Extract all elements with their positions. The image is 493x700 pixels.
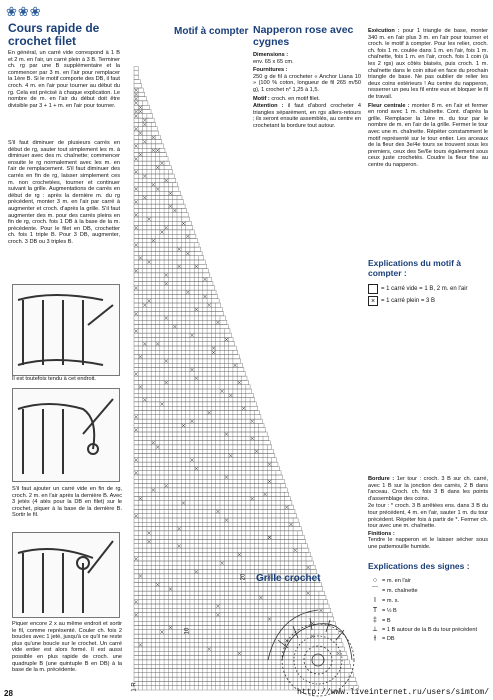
single-crochet-icon: I [374, 597, 376, 604]
sign-slip [368, 586, 490, 596]
sign-tr [368, 634, 490, 644]
sign-chain-label: = m. en l'air [382, 578, 411, 584]
execution-label: Exécution : [368, 28, 400, 34]
half-double-icon: T [372, 607, 378, 614]
right-column [362, 0, 493, 700]
caption-3: Piquer encore 2 x au même endroit et sortir le fil, comme représenté. Couler ch. fois 2 boucles avec 1 jeté, jusqu'à ce qu'il ne reste plus qu'une boucle sur le crochet. Un carré vide entier est alors formé. Il est aussi possible en plus rapide de croch. une quadruple B (une quintuple B en DB) à la base de la m. précédente. [12, 621, 122, 674]
legend-full [368, 296, 488, 306]
axis-label-20: 20 [240, 573, 247, 581]
chart-legend [368, 258, 488, 308]
napperon-block [253, 24, 361, 130]
sign-dc-label: = B [382, 618, 391, 624]
sign-chain [368, 576, 490, 586]
yarn-over-illustration-icon [13, 389, 119, 481]
crochet-figure-1 [12, 284, 120, 376]
signs-legend [368, 560, 490, 644]
legend-title: Explications du motif à compter : [368, 258, 462, 278]
attention-label: Attention : [253, 103, 284, 110]
caption-1: Il est toutefois tendu à cet endroit. [12, 376, 96, 382]
flower-crochet-diagram [248, 590, 358, 700]
filled-square-icon: × [368, 296, 378, 306]
post-stitch-icon: ⟂ [372, 626, 378, 633]
execution-paragraph [368, 28, 488, 101]
left-column [0, 0, 127, 700]
finish-text: Tendre le napperon et le laisser sécher sous une pattemouille humide. [368, 537, 488, 550]
sign-post-label: = 1 B autour de la B du tour précédent [382, 627, 478, 633]
sign-hdc-label: = ½ B [382, 608, 397, 614]
motif-value: croch. en motif filet. [271, 95, 320, 102]
double-crochet-icon: ‡ [373, 617, 377, 624]
border-text: 1er tour : croch. 3 B sur ch. carré, avec 1 B sur la jonction des carrés, 2 B dans l'arceau. Croch. ch. fois 3 B dans les points d'assemblage des coins. [368, 476, 489, 502]
flower-paragraph [368, 103, 488, 169]
sign-sc-label: = m. s. [382, 598, 399, 604]
supplies-label: Fournitures : [253, 67, 288, 74]
crochet-course-title: Cours rapide de crochet filet [8, 21, 100, 48]
sign-tr-label: = DB [382, 636, 395, 642]
motif-label: Motif : [253, 95, 270, 102]
border-round2: 2e tour : * croch. 3 B arrêtées ens. dans 3 B du tour précédent, 4 m. en l'air, sauter 1 m. du tour précédent. Répéter fois à partir de *. Fermer ch. tour avec une m. chaînette. [368, 503, 488, 530]
legend-empty-label: = 1 carré vide = 1 B, 2 m. en l'air [381, 286, 468, 292]
signs-title: Explications des signes : [368, 561, 470, 571]
execution-text: pour 1 triangle de base, monter 340 m. en l'air plus 3 m. en l'air pour tourner et croch. le motif à compter. Pour les relier, croch. ch. fois 1 m. coulée dans 1 m. en l'air, fois 1 m. chaînette, fois 1 m. en l'air, croch. fois 1 coin (à les 2 rgs) aux côtés biaisés, puis croch. 1 m. chaînette dans le coin situé en face du prochain triangle de base. Ne pas oublier de relier les deux coins extérieurs ! Au centre du napperon, resserrer un peu les fil entre eux et bloquer le fil de travail. [368, 28, 488, 100]
axis-label-10: 10 [184, 627, 191, 635]
flower-text: monter 8 m. en l'air et fermer en rond avec 1 m. chaînette. Cont. d'après la grille. Remplacer la 1ère m. du tour par le nombre de m. en l'air de la grille. Fermer le tour avec une m. chaînette. Répéter constamment le motif représenté sur le tour entier. Les arceaux de la fleur des 3e/4e tours se trouvent sous les premiers, ceux des 5e/6e tours également sous ceux juste crochetés. Coudre la fleur fine au centre du napperon. [368, 102, 488, 168]
intro-paragraph: En général, un carré vide correspond à 1 B et 2 m. en l'air, un carré plein à 3 B. Terminer ch. rg par une B supplémentaire et la commencer par 3 m. en l'air pour remplacer la 1ère B. Si le motif comporte des DB, il faut croch. 4 m. en l'air pour tourner au début du rg. Cela est précisé à chaque explication. Le nombre de m. en l'air du début doit être divisible par 3 + 1 + m. en l'air pour tourner. [8, 50, 120, 109]
finish-label: Finitions : [368, 530, 395, 537]
napperon-title: Napperon rose avec cygnes [253, 24, 354, 48]
flower-label: Fleur centrale : [368, 102, 410, 109]
empty-square-icon [368, 284, 378, 294]
loop-pull-illustration-icon [13, 533, 119, 617]
dimensions-value: env. 65 x 65 cm. [253, 58, 294, 65]
treble-crochet-icon: ⫲ [373, 635, 377, 642]
sign-slip-label: = m. chaînette [382, 588, 418, 594]
legend-empty [368, 284, 488, 294]
decrease-paragraph: S'il faut diminuer de plusieurs carrés en début de rg, sauter tout simplement les m. à diminuer avec des m. chaînette; commencer ensuite le rg normalement avec les m. en l'air de remplacement. S'il faut diminuer des carrés en fin de rg, laisser simplement ces m. non crochetées, tourner et continuer suivant la grille. Augmentations de carrés en début de rg : après la dernière m. du rg précédent, monter 3 m. en l'air par carré à augmenter et croch. d'après la grille. S'il faut augmenter des m. pour des carrés pleins en fin de rg, croch. fois 1 DB à la base de la m. précédente. Pour le filet en DB, crochetter ch. fois 1 triple B. Pour 3 DB, augmenter, croch. 3 DB ou 3 triples B. [8, 140, 120, 245]
flower-decoration-icon: ❀❀❀ [6, 4, 42, 19]
border-paragraph [368, 476, 488, 502]
crochet-figure-3 [12, 532, 120, 618]
grille-crochet-title: Grille crochet [256, 573, 321, 584]
slip-stitch-icon: ⌒ [371, 587, 379, 594]
supplies-value: 250 g de fil à crocheter « Anchor Liana 10 » (100 % coton, longueur de fil 265 m/50 g), 1 crochet n° 1,25 à 1,5. [253, 73, 361, 93]
caption-2: S'il faut ajouter un carré vide en fin de rg, croch. 2 m. en l'air après la dernière B. Avec 3 jetés (4 atés pour la DB en filet) sur le crochet, piquer à la base de la dernière B. Sortir le fil. [12, 486, 122, 519]
chain-stitch-icon: ○ [372, 577, 378, 584]
page-number: 28 [4, 689, 13, 698]
sign-sc [368, 596, 490, 606]
sign-hdc [368, 606, 490, 616]
sign-dc [368, 616, 490, 626]
motif-line [253, 96, 361, 103]
sign-post [368, 626, 490, 634]
chain-stitch-illustration-icon [13, 285, 119, 375]
axis-label-1: 1 R [131, 682, 138, 692]
dimensions-line [253, 52, 361, 65]
legend-full-label: = 1 carré plein = 3 B [381, 298, 436, 304]
border-label: Bordure : [368, 476, 395, 482]
finish-paragraph [368, 531, 488, 551]
dimensions-label: Dimensions : [253, 52, 289, 58]
attention-line [253, 103, 361, 129]
supplies-line [253, 67, 361, 93]
footer-url: http://www.liveinternet.ru/users/simtom/ [296, 688, 489, 697]
chart-title: Motif à compter [174, 26, 249, 37]
crochet-figure-2 [12, 388, 120, 482]
attention-value: il faut d'abord crocheter 4 triangles séparément, en rgs allers-retours ; ils seront ensuite assemblés, au centre en crochetant la bordure tout autour. [253, 103, 361, 129]
